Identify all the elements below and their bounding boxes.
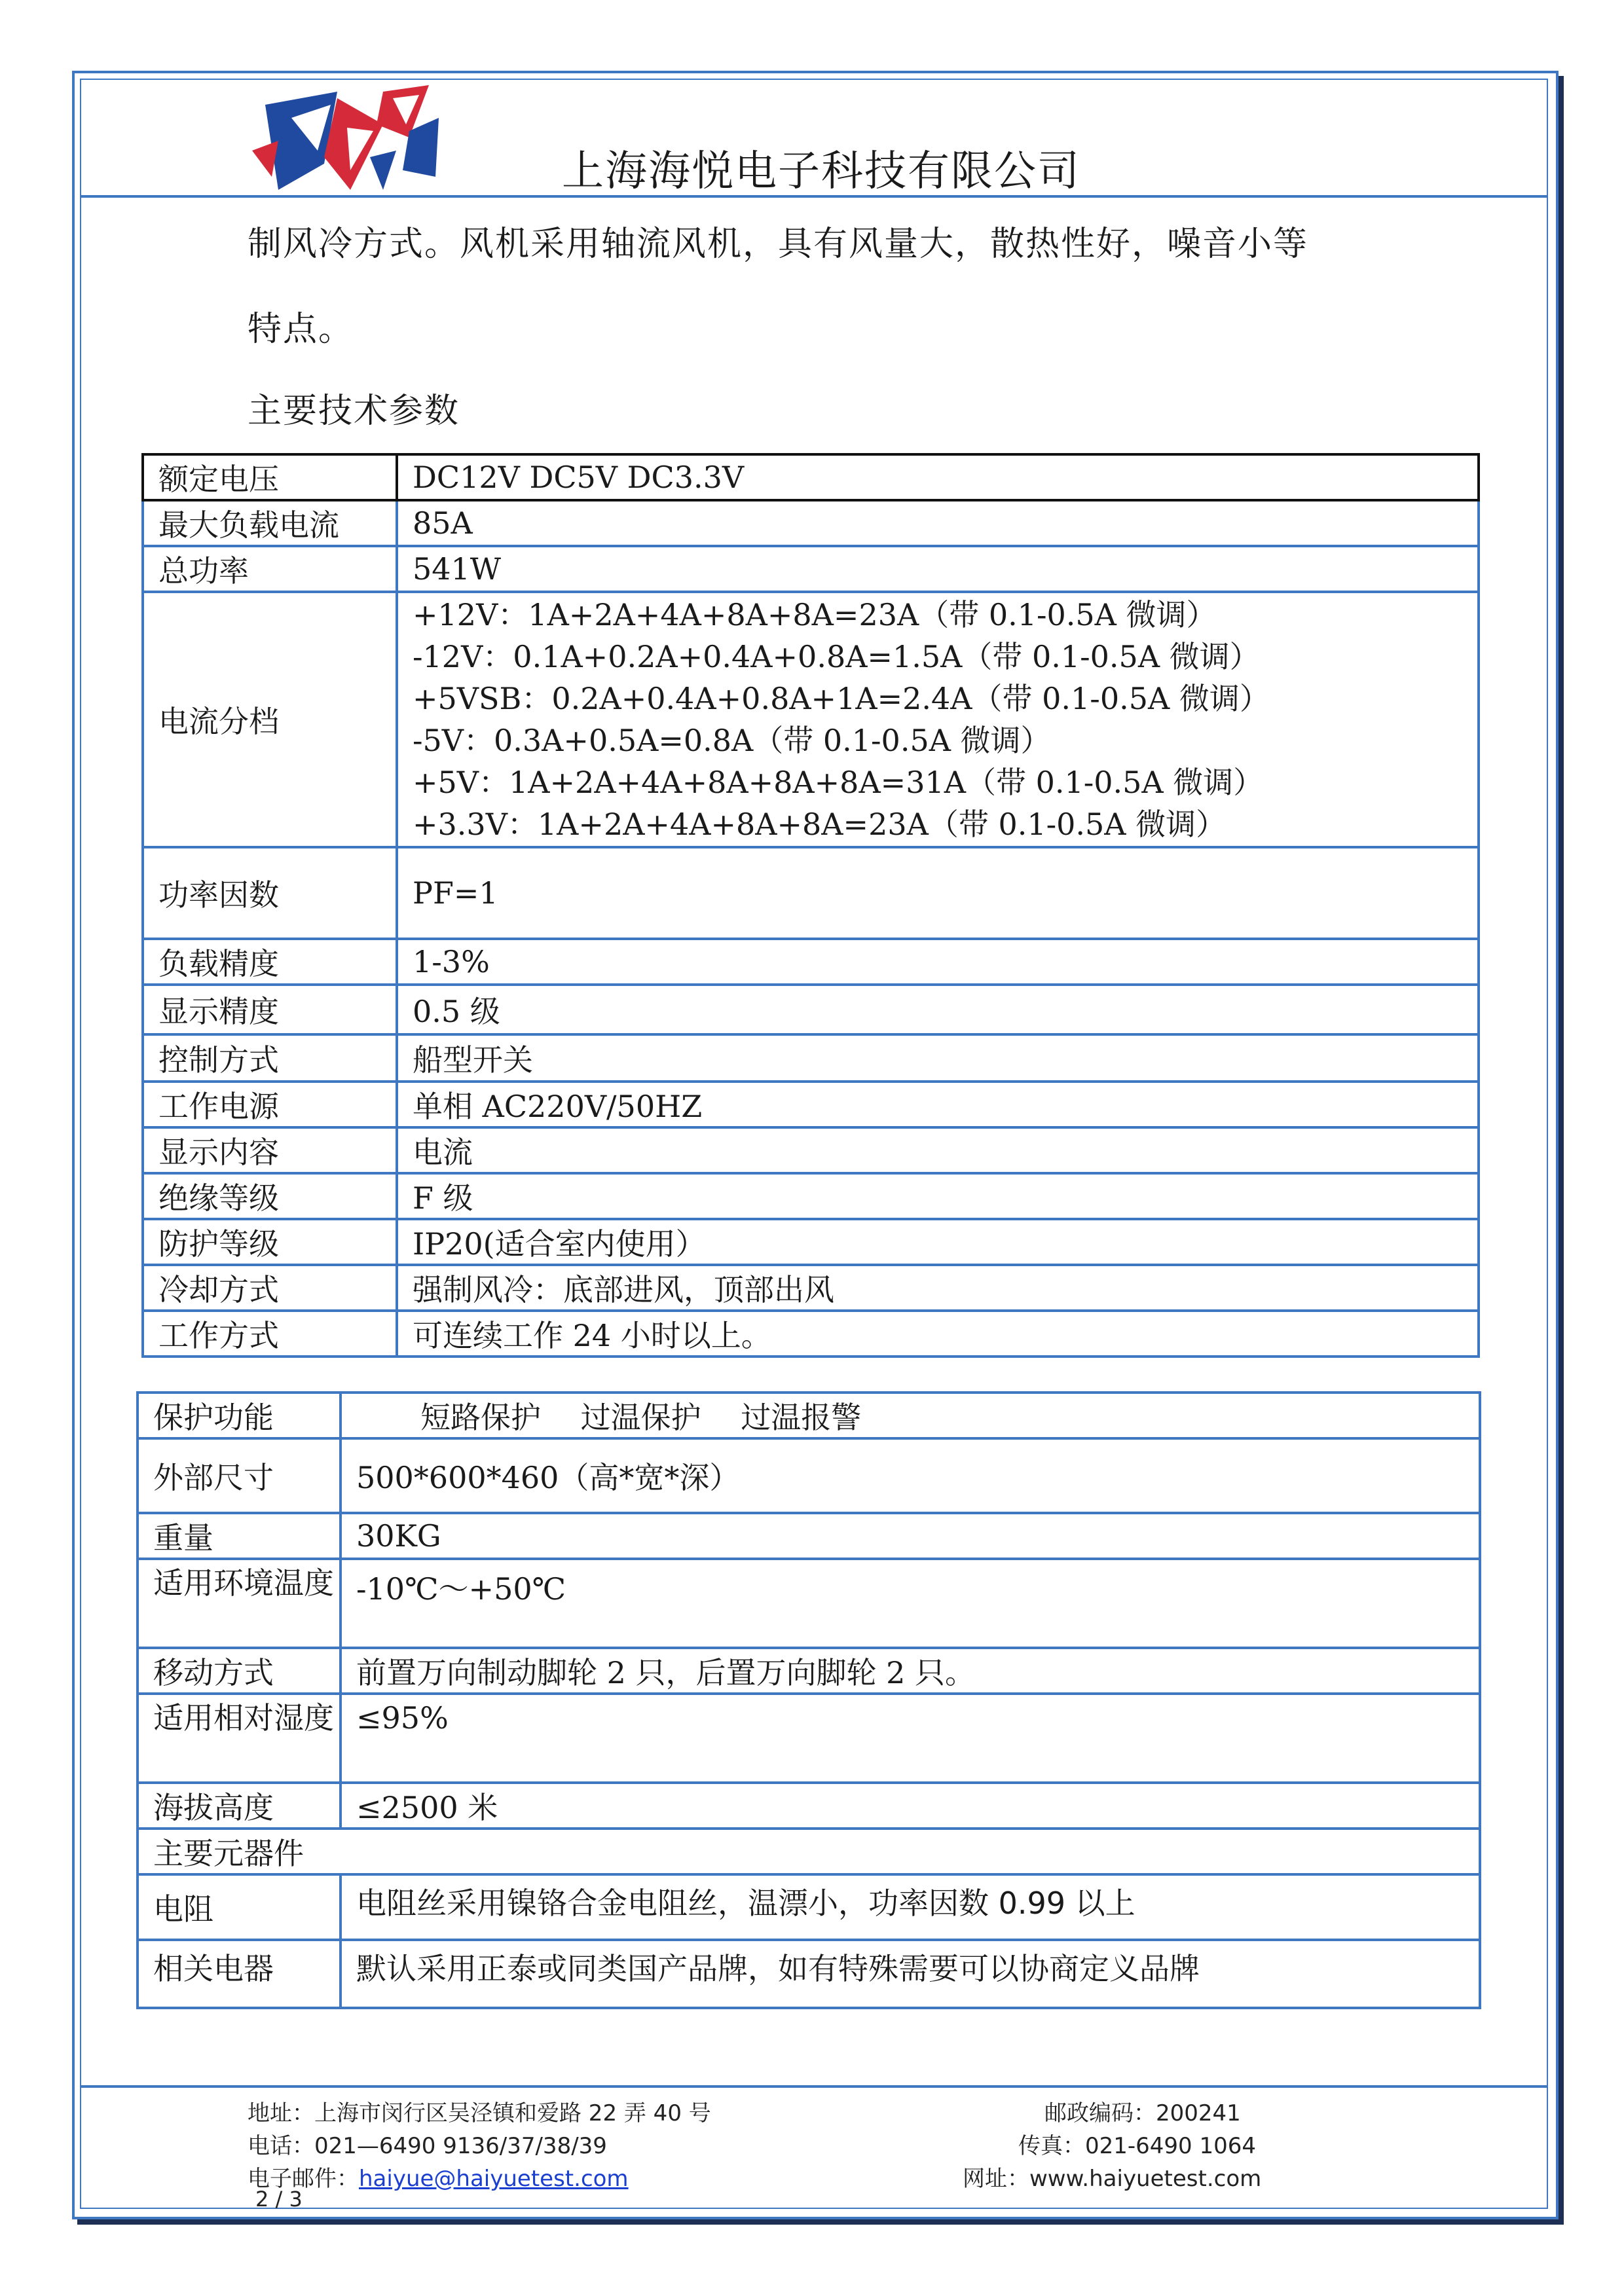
row-value: DC12V DC5V DC3.3V	[397, 454, 1479, 500]
row-label: 保护功能	[138, 1393, 341, 1438]
current-line: -5V：0.3A+0.5A=0.8A（带 0.1-0.5A 微调）	[413, 723, 1051, 758]
row-label: 工作方式	[143, 1311, 397, 1357]
table-row	[143, 1219, 1479, 1265]
intro-line-1: 制风冷方式。风机采用轴流风机，具有风量大，散热性好，噪音小等	[248, 225, 1309, 264]
table-row	[138, 1648, 1480, 1694]
row-label: 电阻	[138, 1874, 341, 1940]
row-value: F 级	[397, 1173, 1479, 1219]
table-row	[138, 1438, 1480, 1513]
row-value: 单相 AC220V/50HZ	[397, 1082, 1479, 1127]
row-label: 电流分档	[143, 592, 397, 847]
row-value: ≤2500 米	[341, 1783, 1480, 1829]
table-row	[143, 939, 1479, 985]
row-label: 冷却方式	[143, 1265, 397, 1311]
row-label: 负载精度	[143, 939, 397, 985]
footer-email-row	[248, 2160, 629, 2193]
row-label: 主要元器件	[138, 1829, 1480, 1874]
table-row	[143, 546, 1479, 592]
table-row	[143, 1311, 1479, 1357]
table-row	[143, 500, 1479, 546]
row-value: 默认采用正泰或同类国产品牌，如有特殊需要可以协商定义品牌	[341, 1940, 1480, 2008]
footer-email-label: 电子邮件：	[248, 2166, 359, 2192]
row-label: 额定电压	[143, 454, 397, 500]
table-row	[138, 1829, 1480, 1874]
row-value: IP20(适合室内使用）	[397, 1219, 1479, 1265]
row-label: 最大负载电流	[143, 500, 397, 546]
current-line: +12V：1A+2A+4A+8A+8A=23A（带 0.1-0.5A 微调）	[413, 597, 1217, 632]
table-row	[143, 1265, 1479, 1311]
table-row	[143, 1034, 1479, 1082]
table-row	[143, 1127, 1479, 1173]
table-row	[138, 1783, 1480, 1829]
footer-postcode: 邮政编码：200241	[1044, 2100, 1241, 2126]
row-label: 适用相对湿度	[138, 1694, 341, 1783]
spec-table-2	[136, 1391, 1481, 2009]
row-label: 工作电源	[143, 1082, 397, 1127]
row-label: 显示内容	[143, 1127, 397, 1173]
row-value: 短路保护 过温保护 过温报警	[341, 1393, 1480, 1438]
current-range-lines	[397, 592, 1479, 847]
row-label: 相关电器	[138, 1940, 341, 2008]
section-title: 主要技术参数	[248, 392, 460, 431]
row-label: 显示精度	[143, 985, 397, 1034]
table-row	[143, 985, 1479, 1034]
row-label: 防护等级	[143, 1219, 397, 1265]
row-value: 电流	[397, 1127, 1479, 1173]
footer-website: 网址：www.haiyuetest.com	[963, 2166, 1262, 2192]
row-value: ≤95%	[341, 1694, 1480, 1783]
row-value: 强制风冷：底部进风，顶部出风	[397, 1265, 1479, 1311]
table-row	[138, 1940, 1480, 2008]
row-value: 541W	[397, 546, 1479, 592]
table-row	[138, 1393, 1480, 1438]
row-label: 总功率	[143, 546, 397, 592]
table-row	[138, 1559, 1480, 1648]
current-line: +5VSB：0.2A+0.4A+0.8A+1A=2.4A（带 0.1-0.5A 微调）	[413, 681, 1270, 716]
row-value: 85A	[397, 500, 1479, 546]
company-logo	[252, 79, 442, 196]
row-value: 船型开关	[397, 1034, 1479, 1082]
footer-rule	[80, 2085, 1547, 2088]
table-row	[143, 1173, 1479, 1219]
table-row	[143, 1082, 1479, 1127]
intro-line-2: 特点。	[248, 310, 354, 349]
row-value: 30KG	[341, 1513, 1480, 1559]
table-row	[138, 1513, 1480, 1559]
table-row	[138, 1874, 1480, 1940]
row-label: 移动方式	[138, 1648, 341, 1694]
footer-address: 地址：上海市闵行区吴泾镇和爱路 22 弄 40 号	[248, 2100, 711, 2126]
row-value: -10℃～+50℃	[341, 1559, 1480, 1648]
table-row	[138, 1694, 1480, 1783]
footer-email-link[interactable]: haiyue@haiyuetest.com	[359, 2166, 629, 2192]
row-label: 重量	[138, 1513, 341, 1559]
row-value: 电阻丝采用镍铬合金电阻丝，温漂小，功率因数 0.99 以上	[341, 1874, 1480, 1940]
footer-phone: 电话：021—6490 9136/37/38/39	[248, 2133, 607, 2159]
row-label: 外部尺寸	[138, 1438, 341, 1513]
row-value: 0.5 级	[397, 985, 1479, 1034]
row-value: PF=1	[397, 847, 1479, 939]
company-name: 上海海悦电子科技有限公司	[562, 147, 1080, 196]
row-label: 绝缘等级	[143, 1173, 397, 1219]
row-label: 适用环境温度	[138, 1559, 341, 1648]
current-line: -12V：0.1A+0.2A+0.4A+0.8A=1.5A（带 0.1-0.5A 微调）	[413, 639, 1260, 674]
row-label: 控制方式	[143, 1034, 397, 1082]
spec-table-1	[141, 453, 1480, 1358]
current-line: +3.3V：1A+2A+4A+8A+8A=23A（带 0.1-0.5A 微调）	[413, 807, 1227, 842]
row-label: 海拔高度	[138, 1783, 341, 1829]
current-line: +5V：1A+2A+4A+8A+8A+8A=31A（带 0.1-0.5A 微调）	[413, 765, 1264, 800]
footer-fax: 传真：021-6490 1064	[1018, 2133, 1257, 2159]
table-row	[143, 847, 1479, 939]
page-number: 2 / 3	[255, 2187, 303, 2212]
row-value: 1-3%	[397, 939, 1479, 985]
row-label: 功率因数	[143, 847, 397, 939]
row-value: 500*600*460（高*宽*深）	[341, 1438, 1480, 1513]
table-row	[143, 592, 1479, 847]
table-row	[143, 454, 1479, 500]
row-value: 可连续工作 24 小时以上。	[397, 1311, 1479, 1357]
row-value: 前置万向制动脚轮 2 只，后置万向脚轮 2 只。	[341, 1648, 1480, 1694]
